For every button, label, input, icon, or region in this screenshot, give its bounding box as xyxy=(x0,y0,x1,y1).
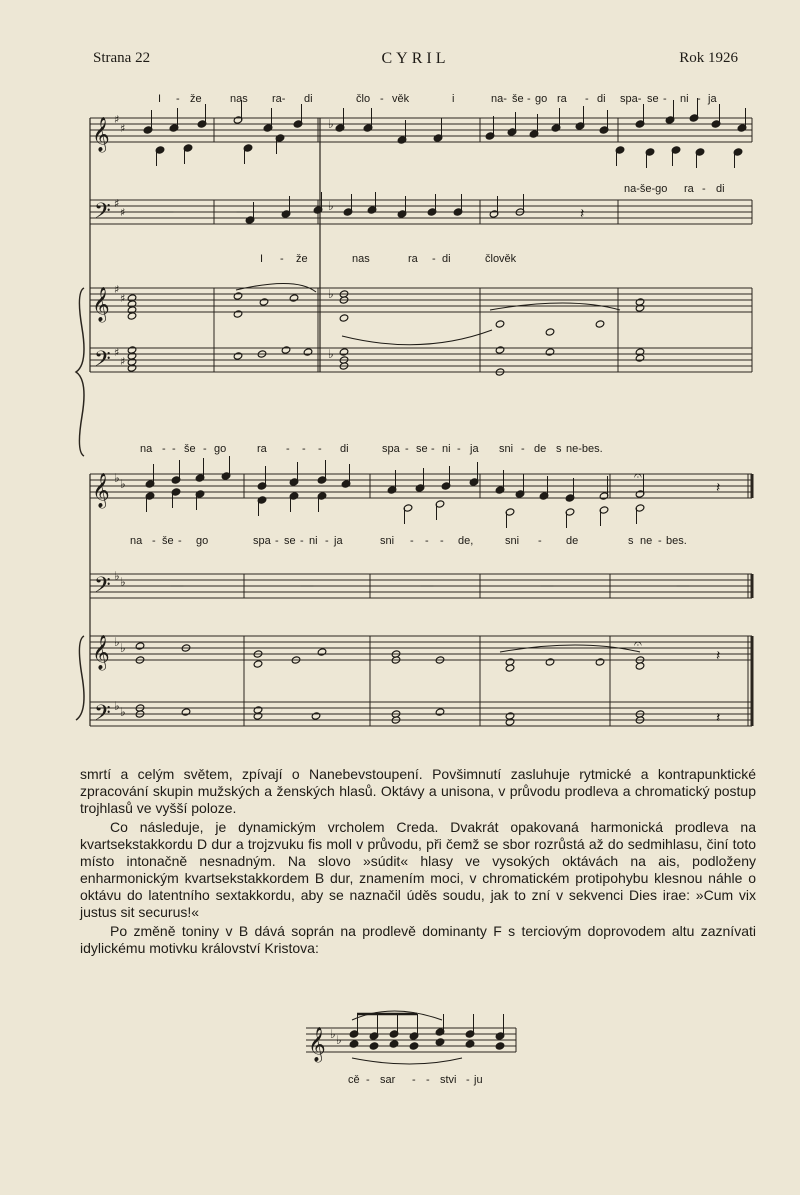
note-head xyxy=(495,1042,505,1050)
lyric: člověk xyxy=(485,253,517,265)
system1-lyrics-mid xyxy=(624,183,725,195)
note-head xyxy=(595,658,605,666)
lyric: - xyxy=(457,443,461,455)
lyric: stvi xyxy=(440,1074,457,1086)
lyric: bes. xyxy=(666,535,687,547)
lyric: di xyxy=(340,443,349,455)
lyric: - xyxy=(440,535,444,547)
lyric: spa xyxy=(382,443,400,455)
flat-sign: ♭ xyxy=(328,287,334,301)
lyric: ja xyxy=(708,93,717,105)
note-head xyxy=(181,708,191,716)
flat-sign: ♭ xyxy=(114,569,120,583)
lyric: ra- xyxy=(272,93,286,105)
note-head xyxy=(233,352,243,360)
paragraph: Po změně toniny v B dává soprán na prodlevě dominanty F s terciovým doprovodem altu zaznívati idylickému motivku království Kristova: xyxy=(80,923,756,956)
note-head xyxy=(369,1042,379,1050)
quarter-rest: 𝄽 xyxy=(716,480,721,496)
lyric: sni xyxy=(505,535,520,547)
lyric: - xyxy=(275,535,279,547)
lyric: - xyxy=(172,443,176,455)
sharp-sign: ♯ xyxy=(114,197,120,210)
treble-clef: 𝄞 xyxy=(308,1027,326,1062)
note-head xyxy=(281,346,291,354)
lyric: de xyxy=(534,443,547,455)
whole-rest: — xyxy=(676,578,690,594)
lyric: - xyxy=(412,1074,416,1086)
note-head xyxy=(317,648,327,656)
note-head xyxy=(233,310,243,318)
note-head xyxy=(339,314,349,322)
lyric: - xyxy=(162,443,166,455)
treble-clef: 𝄞 xyxy=(92,117,110,152)
note-head xyxy=(545,348,555,356)
whole-rest: — xyxy=(170,578,184,594)
lyric: na- xyxy=(491,93,507,105)
lyric: ja xyxy=(470,443,479,455)
lyric: - xyxy=(521,443,525,455)
lyric: na xyxy=(140,443,153,455)
lyric: s xyxy=(556,443,562,455)
lyric: - xyxy=(286,443,290,455)
lyric: ni xyxy=(309,535,318,547)
quarter-rest: 𝄽 xyxy=(716,648,721,664)
lyric: - xyxy=(585,93,589,105)
lyric: - xyxy=(527,93,531,105)
lyric: go xyxy=(535,93,548,105)
lyric: - xyxy=(318,443,322,455)
treble-clef: 𝄞 xyxy=(92,635,110,670)
lyric: sni xyxy=(380,535,395,547)
lyric: že xyxy=(296,253,308,265)
lyric: - xyxy=(432,253,436,265)
lyric: I xyxy=(260,253,264,265)
lyric: ne-bes. xyxy=(566,443,603,455)
lyric: - xyxy=(663,93,667,105)
slur xyxy=(352,1058,462,1064)
treble-clef: 𝄞 xyxy=(92,287,110,322)
lyric: ra xyxy=(557,93,567,105)
note-head xyxy=(339,348,349,356)
lyric: - xyxy=(658,535,662,547)
tie xyxy=(342,330,492,345)
bass-clef: 𝄢 xyxy=(94,199,111,229)
lyric: di xyxy=(597,93,606,105)
lyric: di xyxy=(442,253,451,265)
lyric: na xyxy=(130,535,143,547)
note-head xyxy=(253,660,263,668)
lyric: se xyxy=(284,535,296,547)
quarter-rest: 𝄽 xyxy=(580,206,585,222)
lyric: še xyxy=(512,93,524,105)
bass-clef: 𝄢 xyxy=(94,701,111,731)
lyric: ni xyxy=(442,443,451,455)
system1-lyrics-bass xyxy=(260,253,517,265)
page-number: Strana 22 xyxy=(93,50,151,66)
note-head xyxy=(135,642,145,650)
lyric: - xyxy=(538,535,542,547)
lyric: ni xyxy=(680,93,689,105)
brace xyxy=(76,288,84,456)
lyric: go xyxy=(214,443,227,455)
note-head xyxy=(495,320,505,328)
whole-rest: — xyxy=(236,204,250,220)
lyric: - xyxy=(380,93,384,105)
sharp-sign: ♯ xyxy=(114,283,120,296)
lyric: I xyxy=(158,93,162,105)
system2-lyrics-top xyxy=(140,443,603,455)
lyric: - xyxy=(431,443,435,455)
lyric: ra xyxy=(408,253,418,265)
whole-rest: — xyxy=(540,578,554,594)
lyric: - xyxy=(697,93,701,105)
treble-clef: 𝄞 xyxy=(92,473,110,508)
note-head xyxy=(495,346,505,354)
lyric: - xyxy=(302,443,306,455)
note-head xyxy=(595,320,605,328)
lyric: de xyxy=(566,535,579,547)
note-head xyxy=(435,708,445,716)
sharp-sign: ♯ xyxy=(120,206,126,219)
lyric: i xyxy=(452,93,455,105)
flat-sign: ♭ xyxy=(114,635,120,649)
sharp-sign: ♯ xyxy=(114,113,120,126)
lyric: sni xyxy=(499,443,514,455)
lyric: - xyxy=(702,183,706,195)
flat-sign: ♭ xyxy=(114,699,120,713)
note-head xyxy=(435,1038,445,1046)
lyric: ra xyxy=(684,183,694,195)
lyric: s xyxy=(628,535,634,547)
whole-rest: — xyxy=(300,578,314,594)
lyric: - xyxy=(152,535,156,547)
lyric: - xyxy=(405,443,409,455)
note-head xyxy=(349,1040,359,1048)
lyric: di xyxy=(304,93,313,105)
lyric: že xyxy=(190,93,202,105)
fermata: 𝄐 xyxy=(634,636,642,652)
fermata: 𝄐 xyxy=(634,468,642,484)
whole-rest: — xyxy=(420,578,434,594)
brace xyxy=(76,636,84,720)
system2-lyrics-mid xyxy=(130,535,687,547)
lyric: na-še-go xyxy=(624,183,668,195)
lyric: nas xyxy=(230,93,248,105)
note-head xyxy=(311,712,321,720)
flat-sign: ♭ xyxy=(120,641,126,655)
note-head xyxy=(545,328,555,336)
lyric: - xyxy=(280,253,284,265)
lyric: cě xyxy=(348,1074,360,1086)
journal-title: CYRIL xyxy=(381,50,450,67)
lyric: - xyxy=(300,535,304,547)
quarter-rest: 𝄽 xyxy=(716,710,721,726)
lyric: še xyxy=(184,443,196,455)
note-head xyxy=(389,1040,399,1048)
flat-sign: ♭ xyxy=(120,477,126,491)
paragraph: Co následuje, je dynamickým vrcholem Creda. Dvakrát opakovaná harmonická prodleva na kvartsekstakkordu D dur a trojzvuku fis moll v průvodu, při čemž se sbor rozrůstá až do sedmihlasu, činí toto místo intonačně nesnadným. Na slovo »súdit« hlasy ve vysokých oktávách na ais, podloženy enharmonickým kvartsekstakkordem B dur, znamením moci, v chromatickém protipohybu klesnou náhle o oktávu do latentního sextakkordu, aby se naznačil úděs soudu, jak to zní v sekvenci Dies irae: »Cum vix justus sit securus!« xyxy=(80,819,756,920)
system1-lyrics-top xyxy=(158,93,717,105)
lyric: věk xyxy=(392,93,410,105)
sharp-sign: ♯ xyxy=(114,346,120,359)
lyric: - xyxy=(325,535,329,547)
flat-sign: ♭ xyxy=(114,471,120,485)
lyric: - xyxy=(425,535,429,547)
whole-rest: — xyxy=(160,204,174,220)
lyric: sar xyxy=(380,1074,396,1086)
paragraph: smrtí a celým světem, zpívají o Nanebevstoupení. Povšimnutí zasluhuje rytmické a kontrapunktické zpracování skupin mužských a ženských hlasů. Oktávy a unisona, v průvodu prodleva a chromatický postup trojhlasů ve vyšší poloze. xyxy=(80,766,756,816)
lyric: ne xyxy=(640,535,653,547)
lyric: - xyxy=(203,443,207,455)
incipit-lyrics xyxy=(348,1074,483,1086)
sharp-sign: ♯ xyxy=(120,292,126,305)
lyric: di xyxy=(716,183,725,195)
lyric: člo xyxy=(356,93,371,105)
lyric: se xyxy=(647,93,659,105)
flat-sign: ♭ xyxy=(120,705,126,719)
note-head xyxy=(303,348,313,356)
lyric: ra xyxy=(257,443,267,455)
bass-clef: 𝄢 xyxy=(94,573,111,603)
flat-sign: ♭ xyxy=(328,347,334,361)
lyric: go xyxy=(196,535,209,547)
lyric: - xyxy=(410,535,414,547)
lyric: - xyxy=(366,1074,370,1086)
flat-sign: ♭ xyxy=(120,575,126,589)
flat-sign: ♭ xyxy=(336,1033,342,1047)
lyric: - xyxy=(426,1074,430,1086)
lyric: ju xyxy=(474,1074,483,1086)
flat-sign: ♭ xyxy=(328,199,334,213)
sharp-sign: ♯ xyxy=(120,122,126,135)
lyric: še xyxy=(162,535,174,547)
note-head xyxy=(233,292,243,300)
lyric: de, xyxy=(458,535,474,547)
lyric: spa xyxy=(253,535,271,547)
note-head xyxy=(289,294,299,302)
note-head xyxy=(409,1042,419,1050)
lyric: - xyxy=(466,1074,470,1086)
flat-sign: ♭ xyxy=(330,1027,336,1041)
lyric: ja xyxy=(334,535,343,547)
note-head xyxy=(545,658,555,666)
bass-clef: 𝄢 xyxy=(94,347,111,377)
lyric: spa- xyxy=(620,93,642,105)
lyric: - xyxy=(176,93,180,105)
article-text xyxy=(80,766,756,959)
lyric: nas xyxy=(352,253,370,265)
lyric: se xyxy=(416,443,428,455)
lyric: - xyxy=(178,535,182,547)
journal-year: Rok 1926 xyxy=(679,50,738,66)
note-head xyxy=(465,1040,475,1048)
flat-sign: ♭ xyxy=(328,117,334,131)
note-head xyxy=(259,298,269,306)
sharp-sign: ♯ xyxy=(120,355,126,368)
